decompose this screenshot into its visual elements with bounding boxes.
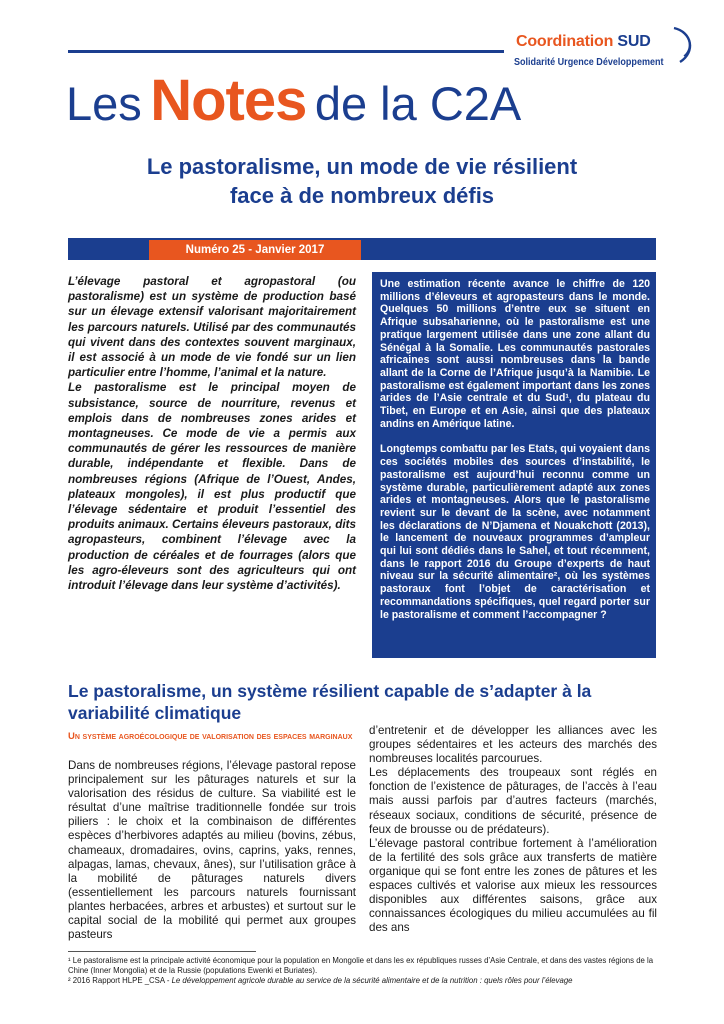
footnote-2: ² 2016 Rapport HLPE _CSA - Le développement agricole durable au service de la sécurité alimentaire et de la nutrition : quels rôles pour l’élevage xyxy=(68,976,573,985)
org-tagline: Solidarité Urgence Développement xyxy=(514,56,664,68)
footnotes xyxy=(68,956,658,986)
box-paragraph-1: Une estimation récente avance le chiffre de 120 millions d’éleveurs et agropasteurs dans le monde. Quelques 50 millions d’entre eux se situent en Afrique subsaharienne, où le pastoralisme est une pratique largement utilisée dans une zone allant du Sénégal à la Somalie. Les communautés pastorales africaines sont aussi nombreuses dans la bande allant de la Corne de l’Afrique jusqu’à la Namibie. Le pastoralisme est également important dans les zones arides de l’Asie centrale et du Sud¹, du plateau du Tibet, en Europe et en Asie, ainsi que des plateaux andins en Amérique latine. xyxy=(380,278,650,430)
org-logo-name: Coordination SUD xyxy=(516,33,651,50)
body-right-paragraph-3: L’élevage pastoral contribue fortement à l’amélioration de la fertilité des sols grâce aux transferts de matière organique qui se font entre les zones de pâtures et les espaces cultivés et valorise aux mieux les ressources disponibles aux différentes saisons, grâce aux connaissances écologiques du milieu accumulées au fil des ans xyxy=(369,836,657,935)
title-line-2: face à de nombreux défis xyxy=(229,183,495,208)
header-rule xyxy=(68,50,504,53)
body-right-paragraph-1: d’entretenir et de développer les alliances avec les groupes sédentaires et les acteurs des marchés des nombreuses localités parcourues. xyxy=(369,724,657,766)
box-paragraph-2: Longtemps combattu par les Etats, qui voyaient dans ces sociétés mobiles des sources d’instabilité, le pastoralisme est aujourd’hui reconnu comme un système durable, particulièrement adapté aux zones arides et montagneuses. Alors que le pastoralisme revient sur le devant de la scène, avec notamment les déclarations de N’Djamena et Nouakchott (2013), le lancement de nouveaux programmes d’ampleur qui lui sont dédiés dans le Sahel, et tout récemment, dans le rapport 2016 du Groupe d’experts de haut niveau sur la sécurité alimentaire², où les systèmes pastoraux font l’objet de caractérisation et recommandations spécifiques, quel regard porter sur le pastoralisme et comment l’accompagner ? xyxy=(380,443,650,621)
logo-arc-icon xyxy=(670,24,698,64)
intro-column xyxy=(68,274,356,593)
title-line-1: Le pastoralisme, un mode de vie résilient xyxy=(146,154,578,179)
highlight-box-text xyxy=(380,278,650,634)
body-right-paragraph-2: Les déplacements des troupeaux sont réglés en fonction de l’existence de pâturages, de l’accès à l’eau mais aussi parfois par d’autres facteurs (marchés, réseaux sociaux, conditions de sécurité, présence de feux de brousse ou de prédateurs). xyxy=(369,766,657,836)
footnote-1: ¹ Le pastoralisme est la principale activité économique pour la population en Mongolie et dans les ex républiques russes d’Asie Centrale, et dans des vastes régions de la Chine (Inner Mongolia) et de la Russie (populations Ewenki et Buriates). xyxy=(68,956,654,975)
section-heading: Le pastoralisme, un système résilient capable de s’adapter à la variabilité climatique xyxy=(68,681,592,723)
issue-label: Numéro 25 - Janvier 2017 xyxy=(185,244,325,256)
masthead xyxy=(66,68,522,133)
footnote-rule xyxy=(68,951,256,952)
intro-paragraph-2: Le pastoralisme est le principal moyen de subsistance, source de nourriture, revenus et emplois dans de nombreuses zones arides et montagneuses. Ce mode de vie a permis aux communautés de gérer les ressources de manière durable, indépendante et flexible. Dans de nombreuses régions (Afrique de l’Ouest, Andes, plateaux mongoles), il est plus productif que l’élevage sédentaire et produit l’essentiel des produits animaux. Certains éleveurs pastoraux, dits agropasteurs, combinent l’élevage avec la production de céréales et de fourrages (alors que les agro-éleveurs sont des agriculteurs qui ont introduit l’élevage dans leur système d’activités). xyxy=(68,381,356,593)
body-right-column xyxy=(369,724,657,935)
subsection-heading: Un système agroécologique de valorisation des espaces marginaux xyxy=(68,731,353,742)
body-left-column: Dans de nombreuses régions, l’élevage pastoral repose principalement sur les pâturages naturels et sur la valorisation des résidus de culture. Sa viabilité est le résultat d’une maîtrise traditionnelle fondée sur trois piliers : le choix et la combinaison de différentes espèces d’herbivores adaptés au milieu (bovins, zébus, chameaux, dromadaires, ovins, caprins, yaks, rennes, alpagas, lamas, chevaux, ânes), sur l’utilisation grâce à la mobilité de pâturages naturels divers (essentiellement les parcours naturels fournissant plantes herbacées, arbres et arbustes) et surtout sur le capital social de la mobilité qui permet aux groupes pasteurs xyxy=(68,759,356,942)
masthead-les: Les xyxy=(66,77,142,130)
masthead-rest: de la C2A xyxy=(314,77,522,130)
masthead-notes: Notes xyxy=(150,68,307,133)
intro-paragraph-1: L’élevage pastoral et agropastoral (ou pastoralisme) est un système de production basé sur un élevage extensif valorisant majoritairement les parcours naturels. Utilisé par des communautés qui vivent dans des contextes souvent marginaux, il est associé à un mode de vie fondé sur un lien particulier entre l’homme, l’animal et la nature. xyxy=(68,275,356,380)
document-title xyxy=(60,152,664,210)
